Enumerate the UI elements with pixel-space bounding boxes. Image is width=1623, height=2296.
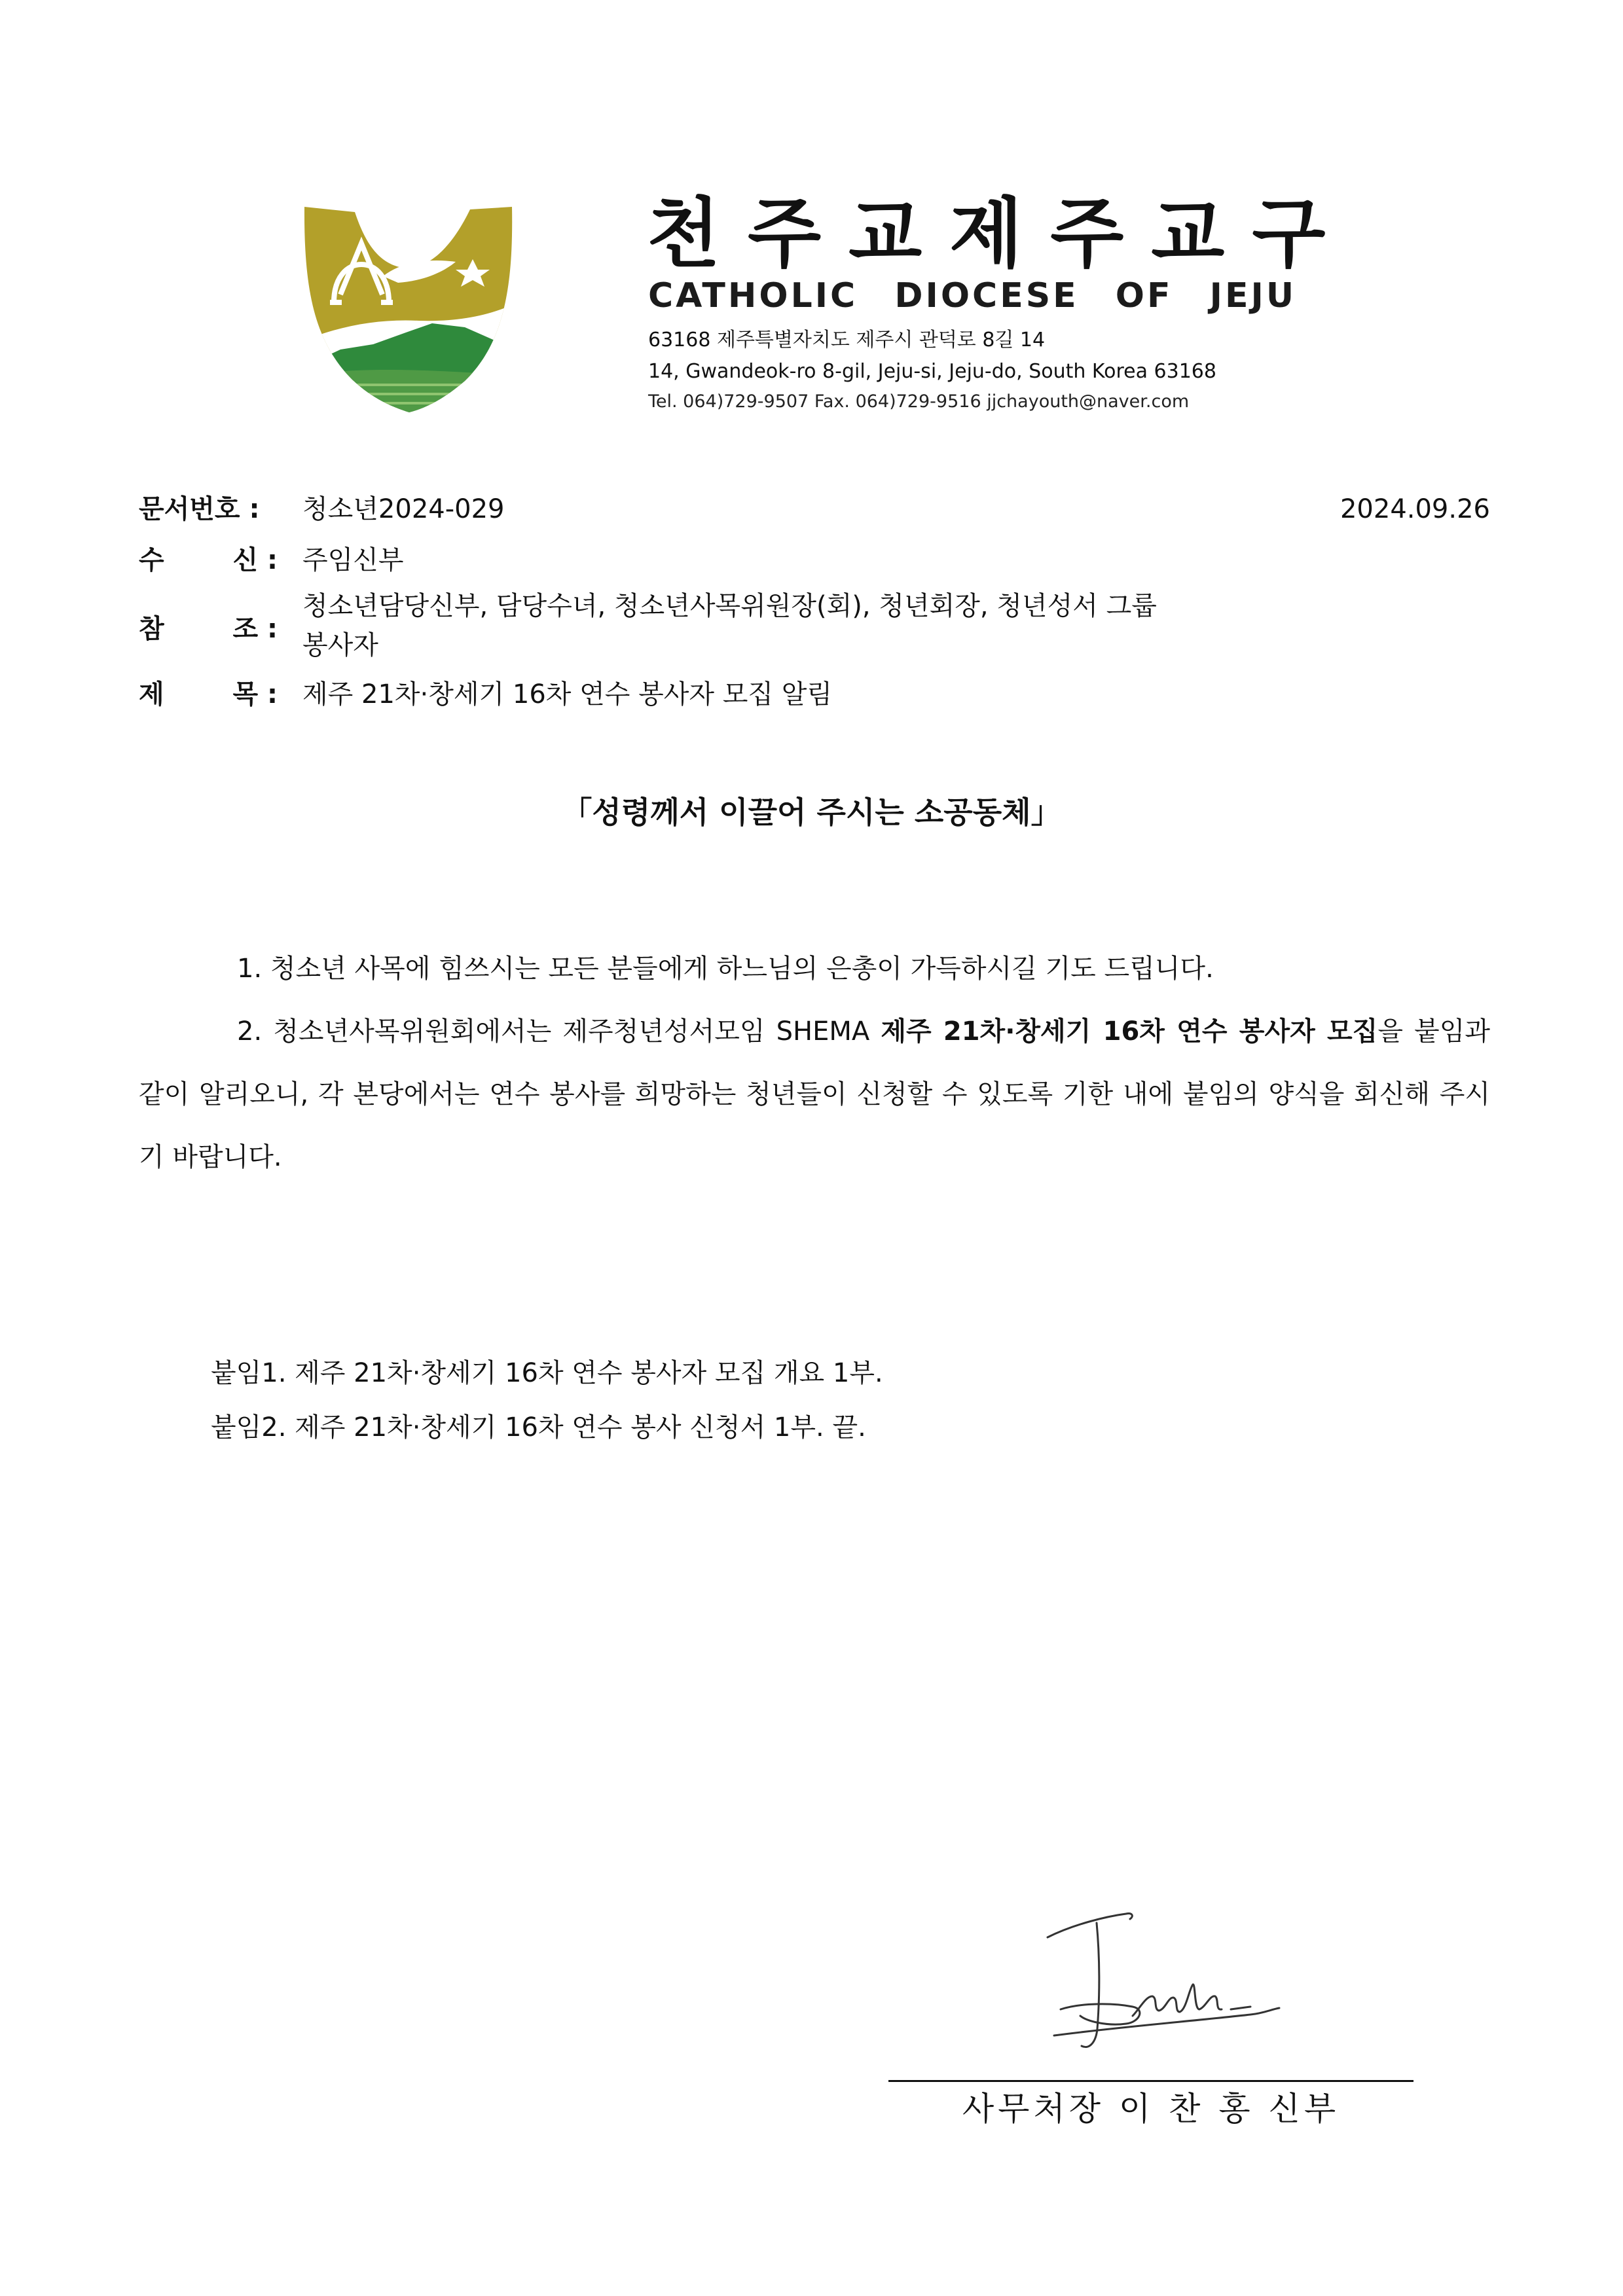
- doc-number: 청소년2024-029: [302, 494, 505, 524]
- attachment-1: 붙임1. 제주 21차·창세기 16차 연수 봉사자 모집 개요 1부.: [211, 1358, 883, 1388]
- subject-label: [139, 677, 278, 711]
- paragraph-1-text: 1. 청소년 사목에 힘쓰시는 모든 분들에게 하느님의 은총이 가득하시길 기도 드립니다.: [237, 954, 1214, 984]
- cc-label-char: 조 :: [232, 614, 278, 644]
- signer-name: 사무처장 이 찬 홍 신부: [962, 2090, 1340, 2128]
- attachment-2: 붙임2. 제주 21차·창세기 16차 연수 봉사 신청서 1부. 끝.: [211, 1412, 866, 1443]
- org-name-english: CATHOLIC DIOCESE OF JEJU: [648, 276, 1297, 315]
- subject-label-char: 목 :: [232, 679, 278, 709]
- org-name-korean: 천주교제주교구: [647, 190, 1353, 278]
- handwritten-signature: [1034, 1911, 1283, 2062]
- slogan: 「성령께서 이끌어 주시는 소공동체」: [562, 795, 1061, 830]
- paragraph-2-pre: 2. 청소년사목위원회에서는 제주청년성서모임 SHEMA: [237, 1016, 881, 1047]
- cc-label-char: 참: [139, 614, 164, 644]
- paragraph-2-bold: 제주 21차·창세기 16차 연수 봉사자 모집: [881, 1016, 1378, 1047]
- document-date: 2024.09.26: [1340, 494, 1490, 524]
- recipient: 주임신부: [302, 545, 404, 575]
- doc-number-label-text: 문서번호 :: [139, 494, 260, 524]
- cc-label: [139, 612, 278, 646]
- paragraph-1: [139, 937, 1490, 1000]
- recipient-label: [139, 543, 278, 577]
- address-english: 14, Gwandeok-ro 8-gil, Jeju-si, Jeju-do, South Korea 63168: [648, 360, 1216, 383]
- cc-line-1: 청소년담당신부, 담당수녀, 청소년사목위원장(회), 청년회장, 청년성서 그룹: [302, 591, 1157, 621]
- contact-info: Tel. 064)729-9507 Fax. 064)729-9516 jjchayouth@naver.com: [648, 391, 1190, 412]
- recipient-label-char: 수: [139, 545, 164, 575]
- address-korean: 63168 제주특별자치도 제주시 관덕로 8길 14: [648, 329, 1046, 351]
- diocese-shield-logo-icon: [301, 204, 517, 414]
- cc-line-2: 봉사자: [302, 630, 378, 660]
- subject: 제주 21차·창세기 16차 연수 봉사자 모집 알림: [302, 679, 833, 709]
- paragraph-2-post: 을 붙임과 같이 알리오니, 각 본당에서는 연수 봉사를 희망하는 청년들이 신청할 수 있도록 기한 내에 붙임의 양식을 회신해 주시기 바랍니다.: [139, 1016, 1490, 1172]
- recipient-label-char: 신 :: [232, 545, 278, 575]
- subject-label-char: 제: [139, 679, 164, 709]
- signature-line: [888, 2080, 1413, 2082]
- doc-number-label: [139, 492, 278, 526]
- paragraph-2: [139, 1000, 1490, 1189]
